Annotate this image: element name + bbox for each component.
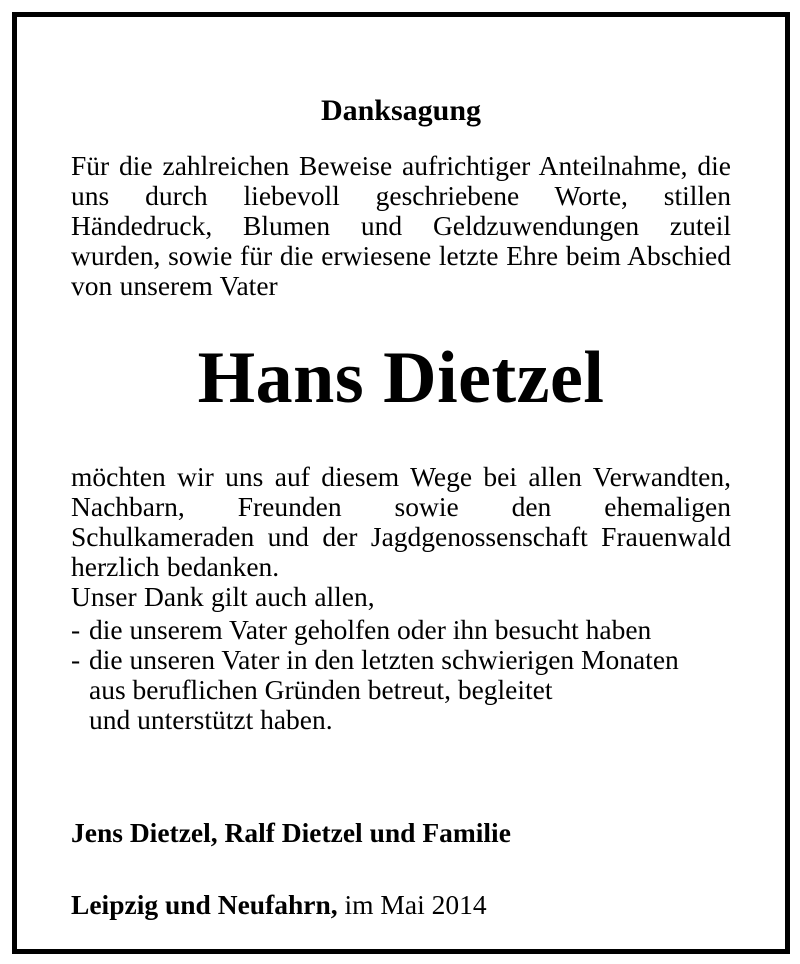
also-thanks-intro: Unser Dank gilt auch allen, [71,581,375,612]
date: im Mai 2014 [344,889,487,920]
notice-heading: Danksagung [320,94,482,127]
list-item [71,645,731,735]
thanks-list [71,615,731,735]
list-item-line: die unserem Vater geholfen oder ihn besucht haben [89,614,652,645]
place-date-line [71,889,731,921]
list-dash: - [71,644,81,675]
list-item-line: aus beruflichen Gründen betreut, begleitet [89,674,553,705]
notice-content [71,17,731,949]
notice-frame [12,12,790,954]
list-item-line: die unseren Vater in den letzten schwierigen Monaten [89,644,679,675]
intro-paragraph: Für die zahlreichen Beweise aufrichtiger Anteilnahme, die uns durch liebevoll geschriebene Worte, stillen Händedruck, Blumen und Geldzuwendungen zuteil wurden, sowie für die erwiesene letzte Ehre beim Abschied von unserem Vater [71,150,731,301]
list-item [71,615,731,645]
signature: Jens Dietzel, Ralf Dietzel und Familie [71,817,511,848]
deceased-name: Hans Dietzel [197,337,605,419]
list-dash: - [71,614,81,645]
list-item-line: und unterstützt haben. [89,704,333,735]
thanks-paragraph: möchten wir uns auf diesem Wege bei allen Verwandten, Nachbarn, Freunden sowie den ehemaligen Schulkameraden und der Jagdgenossenschaft Frauenwald herzlich bedanken. [71,461,731,582]
place: Leipzig und Neufahrn, [71,889,338,920]
